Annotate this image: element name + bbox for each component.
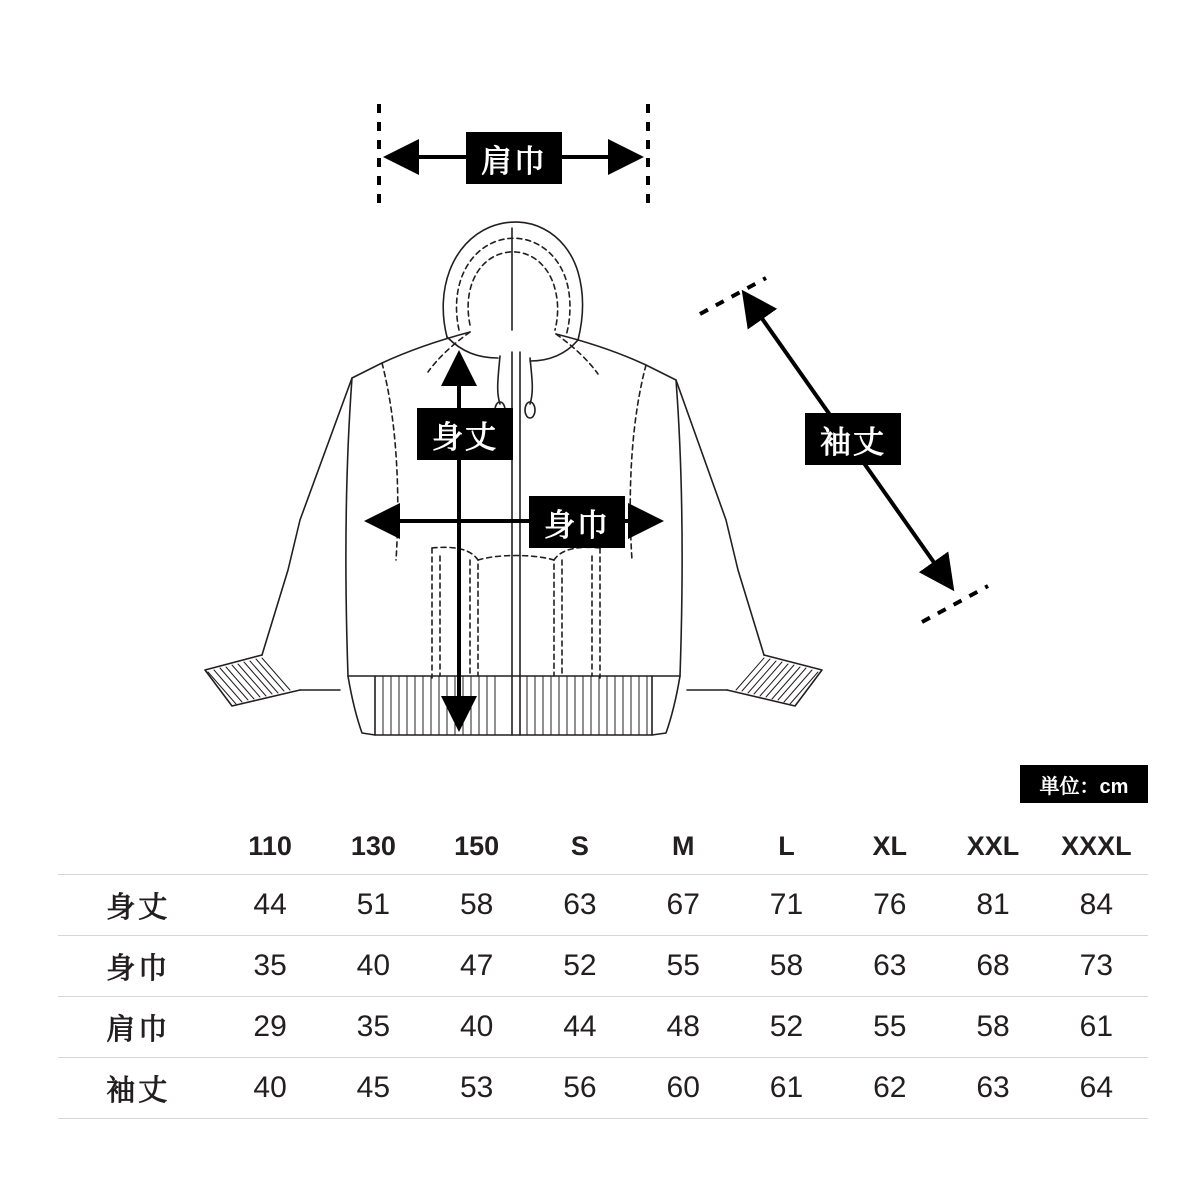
table-header-row (58, 818, 1148, 875)
cell: 63 (976, 1071, 1010, 1104)
label-body-width: 身巾 (529, 496, 625, 548)
label-shoulder-width: 肩巾 (466, 132, 562, 184)
cell: 35 (356, 1010, 391, 1043)
cell: 63 (563, 888, 597, 921)
label-sleeve-length: 袖丈 (805, 413, 901, 465)
cell: 67 (666, 888, 700, 921)
cell: 63 (873, 949, 907, 982)
cell: 40 (356, 949, 391, 982)
column-header: XXXL (1061, 830, 1132, 861)
column-header: S (570, 830, 589, 861)
cell: 56 (563, 1071, 597, 1104)
table-row (58, 936, 1148, 997)
column-header: 110 (248, 830, 292, 861)
cell: 76 (873, 888, 907, 921)
cell: 58 (976, 1010, 1010, 1043)
cell: 52 (769, 1010, 804, 1043)
cell: 62 (873, 1071, 907, 1104)
cell: 55 (873, 1010, 907, 1043)
cell: 40 (459, 1010, 494, 1043)
cell: 73 (1079, 949, 1114, 982)
cell: 61 (1079, 1010, 1114, 1043)
cell: 60 (666, 1071, 700, 1104)
cell: 58 (459, 888, 494, 921)
cell: 40 (253, 1071, 287, 1104)
column-header: M (671, 830, 695, 861)
column-header: 150 (454, 830, 500, 861)
row-header: 身丈 (106, 891, 171, 924)
cell: 44 (563, 1010, 597, 1043)
table-row (58, 1058, 1148, 1119)
cell: 48 (666, 1010, 700, 1043)
column-header: XL (872, 830, 908, 861)
cell: 61 (769, 1071, 804, 1104)
label-body-length: 身丈 (417, 408, 513, 460)
cell: 52 (563, 949, 597, 982)
column-header: XXL (966, 830, 1020, 861)
cell: 68 (976, 949, 1010, 982)
row-header: 肩巾 (106, 1013, 171, 1046)
table-row (58, 875, 1148, 936)
column-header: L (778, 830, 795, 861)
cell: 53 (459, 1071, 494, 1104)
row-header: 身巾 (106, 952, 171, 985)
cell: 58 (769, 949, 804, 982)
cell: 45 (356, 1071, 391, 1104)
cell: 81 (976, 888, 1010, 921)
cell: 84 (1079, 888, 1114, 921)
column-header: 130 (350, 830, 396, 861)
cell: 29 (253, 1010, 287, 1043)
cell: 35 (253, 949, 287, 982)
cell: 55 (666, 949, 700, 982)
table-row (58, 997, 1148, 1058)
cell: 44 (253, 888, 287, 921)
cell: 64 (1079, 1071, 1114, 1104)
unit-note: 単位：cm (1020, 765, 1148, 803)
cell: 47 (459, 949, 494, 982)
row-header: 袖丈 (106, 1074, 171, 1107)
cell: 51 (356, 888, 391, 921)
size-chart-table (58, 818, 1148, 1119)
corner-cell (58, 818, 218, 875)
cell: 71 (769, 888, 804, 921)
